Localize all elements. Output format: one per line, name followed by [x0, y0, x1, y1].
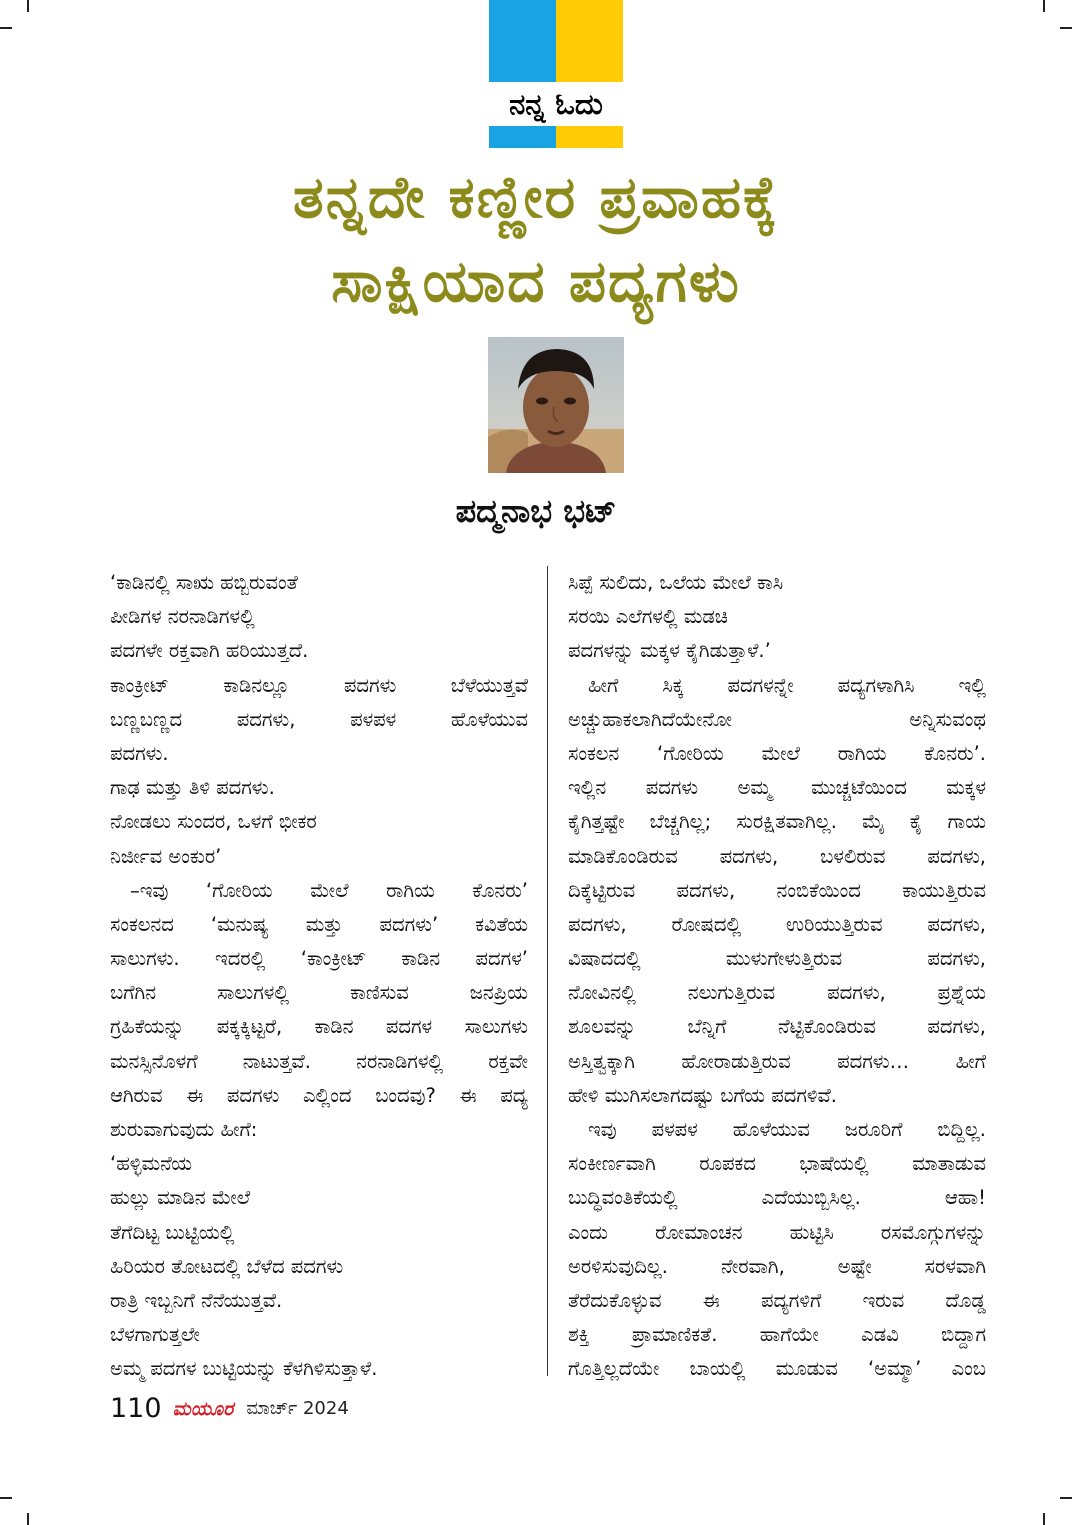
text-line: ಸಂಕಲನ ‘ಗೋರಿಯ ಮೇಲೆ ರಾಗಿಯ ಕೊನರು’. — [568, 741, 986, 765]
text-line: ಹೇಳಿ ಮುಗಿಸಲಾಗದಷ್ಟು ಬಗೆಯ ಪದಗಳಿವೆ. — [568, 1083, 837, 1107]
logo-blue-block — [489, 0, 556, 82]
page-number: 110 — [110, 1393, 162, 1424]
text-line: ಬಗೆಗಿನ ಸಾಲುಗಳಲ್ಲಿ ಕಾಣಿಸುವ ಜನಪ್ರಿಯ — [110, 981, 528, 1005]
text-line: ‘ಕಾಡಿನಲ್ಲಿ ಸಾಋ ಹಬ್ಬಿರುವಂತೆ — [110, 571, 298, 594]
text-line: ನೋಡಲು ಸುಂದರ, ಒಳಗೆ ಭೀಕರ — [110, 810, 317, 834]
section-label: ನನ್ನ ಓದು — [509, 87, 603, 121]
crop-mark — [1060, 27, 1072, 29]
crop-mark — [1043, 1513, 1045, 1525]
text-line: ಮನಸ್ಸಿನೊಳಗೆ ನಾಟುತ್ತವೆ. ನರನಾಡಿಗಳಲ್ಲಿ ರಕ್ತವೇ — [110, 1049, 528, 1073]
magazine-logo: ಮಯೂರ — [172, 1397, 234, 1420]
text-line: ಬುದ್ಧಿವಂತಿಕೆಯಲ್ಲಿ ಎದೆಯುಬ್ಬಿಸಿಲ್ಲ. ಆಹಾ! — [568, 1186, 986, 1210]
text-line: ಕೈಗಿತ್ತಷ್ಟೇ ಬೆಚ್ಚಗಿಲ್ಲ; ಸುರಕ್ಷಿತವಾಗಿಲ್ಲ. ಮೈ ಕೈ ಗಾಯ — [568, 810, 986, 834]
text-line: ಶೂಲವನ್ನು ಬೆನ್ನಿಗೆ ನೆಟ್ಟಿಕೊಂಡಿರುವ ಪದಗಳು, — [568, 1015, 986, 1039]
text-line: ರಾತ್ರಿ ಇಬ್ಬನಿಗೆ ನೆನೆಯುತ್ತವೆ. — [110, 1288, 283, 1312]
author-photo — [488, 337, 624, 473]
page-footer — [110, 1393, 349, 1424]
text-line: ಪದಗಳನ್ನು ಮಕ್ಕಳ ಕೈಗಿಡುತ್ತಾಳೆ.’ — [568, 639, 771, 663]
column-divider — [547, 566, 548, 1376]
text-line: ಸಾಲುಗಳು. ಇದರಲ್ಲಿ ‘ಕಾಂಕ್ರೀಟ್ ಕಾಡಿನ ಪದಗಳ’ — [110, 947, 528, 971]
text-line: ನೋವಿನಲ್ಲಿ ನಲುಗುತ್ತಿರುವ ಪದಗಳು, ಪ್ರಶ್ನೆಯ — [568, 981, 986, 1005]
text-line: ಬೆಳಗಾಗುತ್ತಲೇ — [110, 1323, 200, 1347]
article-column-right — [568, 566, 986, 1387]
section-logo — [489, 0, 623, 148]
text-line: ‘ಹಳ್ಳಿಮನೆಯ — [110, 1152, 192, 1176]
text-line: ಪೀಡಿಗಳ ನರನಾಡಿಗಳಲ್ಲಿ — [110, 605, 255, 629]
logo-yellow-bar — [556, 126, 623, 148]
text-line: ತೆಗೆದಿಟ್ಟ ಬುಟ್ಟಿಯಲ್ಲಿ — [110, 1220, 235, 1244]
text-line: ಗೊತ್ತಿಲ್ಲದೆಯೇ ಬಾಯಲ್ಲಿ ಮೂಡುವ ‘ಅಮ್ಮಾ’ ಎಂಬ — [568, 1357, 986, 1381]
author-byline: ಪದ್ಮನಾಭ ಭಟ್ — [455, 492, 617, 530]
issue-date: ಮಾರ್ಚ್ 2024 — [246, 1398, 349, 1419]
text-line: ಶಕ್ತಿ ಪ್ರಾಮಾಣಿಕತೆ. ಹಾಗೆಯೇ ಎಡವಿ ಬಿದ್ದಾಗ — [568, 1323, 986, 1347]
text-line: ಸಂಕಲನದ ‘ಮನುಷ್ಯ ಮತ್ತು ಪದಗಳು’ ಕವಿತೆಯ — [110, 912, 528, 936]
text-line: ಆಗಿರುವ ಈ ಪದಗಳು ಎಲ್ಲಿಂದ ಬಂದವು? ಈ ಪದ್ಯ — [110, 1083, 528, 1107]
text-line: ಎಂದು ರೋಮಾಂಚನ ಹುಟ್ಟಿಸಿ ರಸಮೊಗ್ಗುಗಳನ್ನು — [568, 1220, 986, 1244]
logo-blue-bar — [489, 126, 556, 148]
headline-line-2: ಸಾಕ್ಷಿಯಾದ ಪದ್ಯಗಳು — [331, 247, 741, 315]
crop-mark — [0, 27, 12, 29]
text-line: ವಿಷಾದದಲ್ಲಿ ಮುಳುಗೇಳುತ್ತಿರುವ ಪದಗಳು, — [568, 947, 986, 971]
crop-mark — [27, 0, 29, 12]
headline-line-1: ತನ್ನದೇ ಕಣ್ಣೀರ ಪ್ರವಾಹಕ್ಕೆ — [293, 163, 779, 231]
text-line: ಗಾಢ ಮತ್ತು ತಿಳಿ ಪದಗಳು. — [110, 776, 275, 800]
text-line: ಹುಲ್ಲು ಮಾಡಿನ ಮೇಲೆ — [110, 1186, 251, 1210]
text-line: ಪದಗಳೇ ರಕ್ತವಾಗಿ ಹರಿಯುತ್ತದೆ. — [110, 639, 309, 663]
text-line: ಅರಳಿಸುವುದಿಲ್ಲ. ನೇರವಾಗಿ, ಅಷ್ಟೇ ಸರಳವಾಗಿ — [568, 1254, 986, 1278]
text-line: ಸಿಪ್ಪೆ ಸುಲಿದು, ಒಲೆಯ ಮೇಲೆ ಕಾಸಿ — [568, 571, 784, 594]
text-line: ಹೀಗೆ ಸಿಕ್ಕ ಪದಗಳನ್ನೇ ಪದ್ಯಗಳಾಗಿಸಿ ಇಲ್ಲಿ — [588, 673, 986, 697]
article-column-left — [110, 566, 528, 1387]
text-line: –ಇವು ‘ಗೋರಿಯ ಮೇಲೆ ರಾಗಿಯ ಕೊನರು’ — [130, 878, 528, 902]
crop-mark — [1043, 0, 1045, 12]
logo-yellow-block — [556, 0, 623, 82]
crop-mark — [1060, 1497, 1072, 1499]
text-line: ನಿರ್ಜೀವ ಅಂಕುರ’ — [110, 844, 222, 868]
text-line: ಸರಯಿ ಎಲೆಗಳಲ್ಲಿ ಮಡಚಿ — [568, 605, 728, 629]
text-line: ಅಚ್ಚುಹಾಕಲಾಗಿದೆಯೇನೋ ಅನ್ನಿಸುವಂಥ — [568, 707, 986, 731]
text-line: ಕಾಂಕ್ರೀಟ್ ಕಾಡಿನಲ್ಲೂ ಪದಗಳು ಬೆಳೆಯುತ್ತವೆ — [110, 673, 528, 697]
text-line: ಹಿರಿಯರ ತೋಟದಲ್ಲಿ ಬೆಳೆದ ಪದಗಳು — [110, 1254, 344, 1278]
text-line: ಬಣ್ಣಬಣ್ಣದ ಪದಗಳು, ಪಳಪಳ ಹೊಳೆಯುವ — [110, 707, 528, 731]
text-line: ಮಾಡಿಕೊಂಡಿರುವ ಪದಗಳು, ಬಳಲಿರುವ ಪದಗಳು, — [568, 844, 986, 868]
text-line: ಅಮ್ಮ ಪದಗಳ ಬುಟ್ಟಿಯನ್ನು ಕೆಳಗಿಳಿಸುತ್ತಾಳೆ. — [110, 1357, 378, 1381]
text-line: ಇವು ಪಳಪಳ ಹೊಳೆಯುವ ಜರೂರಿಗೆ ಬಿದ್ದಿಲ್ಲ. — [588, 1118, 986, 1141]
text-line: ದಿಕ್ಕೆಟ್ಟಿರುವ ಪದಗಳು, ನಂಬಿಕೆಯಿಂದ ಕಾಯುತ್ತಿರುವ — [568, 878, 986, 902]
text-line: ಅಸ್ತಿತ್ವಕ್ಕಾಗಿ ಹೋರಾಡುತ್ತಿರುವ ಪದಗಳು… ಹೀಗೆ — [568, 1049, 986, 1073]
text-line: ಸಂಕೀರ್ಣವಾಗಿ ರೂಪಕದ ಭಾಷೆಯಲ್ಲಿ ಮಾತಾಡುವ — [568, 1152, 986, 1176]
text-line: ಪದಗಳು, ರೋಷದಲ್ಲಿ ಉರಿಯುತ್ತಿರುವ ಪದಗಳು, — [568, 912, 986, 936]
text-line: ಶುರುವಾಗುವುದು ಹೀಗೆ: — [110, 1118, 258, 1141]
text-line: ಗ್ರಹಿಕೆಯನ್ನು ಪಕ್ಕಕ್ಕಿಟ್ಟರೆ, ಕಾಡಿನ ಪದಗಳ ಸಾಲುಗಳು — [110, 1015, 528, 1039]
text-line: ತೆರೆದುಕೊಳ್ಳುವ ಈ ಪದ್ಯಗಳಿಗೆ ಇರುವ ದೊಡ್ಡ — [568, 1288, 986, 1312]
crop-mark — [0, 1497, 12, 1499]
crop-mark — [27, 1513, 29, 1525]
text-line: ಪದಗಳು. — [110, 741, 169, 765]
author-portrait-image — [488, 337, 624, 473]
text-line: ಇಲ್ಲಿನ ಪದಗಳು ಅಮ್ಮ ಮುಚ್ಚಟೆಯಿಂದ ಮಕ್ಕಳ — [568, 776, 986, 800]
